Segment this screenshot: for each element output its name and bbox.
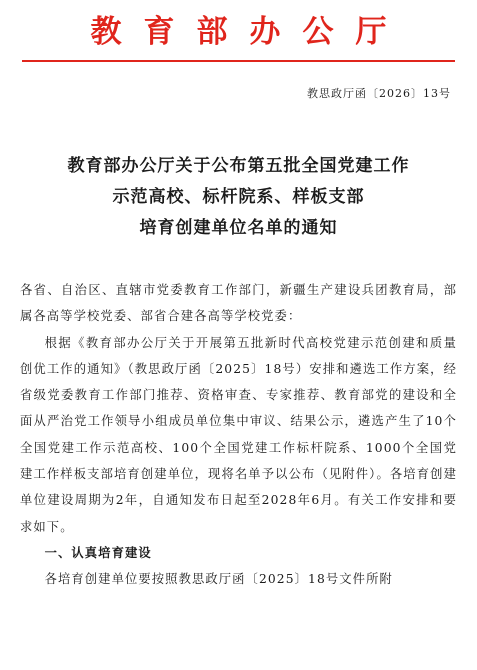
document-body bbox=[20, 277, 457, 593]
title-line-2: 示范高校、标杆院系、样板支部 bbox=[112, 187, 365, 207]
body-paragraph-1: 根据《教育部办公厅关于开展第五批新时代高校党建示范创建和质量创优工作的通知》（教思政厅函〔2025〕18号）安排和遴选工作方案，经省级党委教育工作部门推荐、资格审查、专家推荐、教育部党的建设和全面从严治党工作领导小组成员单位集中审议、结果公示，遴选产生了10个全国党建工作示范高校、100个全国党建工作标杆院系、1000个全国党建工作样板支部培育创建单位，现将名单予以公布（见附件）。各培育创建单位建设周期为2年，自通知发布日起至2028年6月。有关工作安排和要求如下。 bbox=[20, 335, 457, 534]
issuing-office-header: 教育部办公厅 bbox=[90, 14, 409, 50]
addressee-paragraph: 各省、自治区、直辖市党委教育工作部门，新疆生产建设兵团教育局，部属各高等学校党委、部省合建各高等学校党委： bbox=[20, 283, 457, 324]
red-header-rule bbox=[22, 60, 455, 62]
title-line-3: 培育创建单位名单的通知 bbox=[139, 218, 338, 238]
document-number: 教思政厅函〔2026〕13号 bbox=[307, 87, 451, 100]
body-paragraph-2: 各培育创建单位要按照教思政厅函〔2025〕18号文件所附 bbox=[44, 572, 393, 587]
title-line-1: 教育部办公厅关于公布第五批全国党建工作 bbox=[67, 156, 410, 176]
document-title bbox=[0, 151, 477, 244]
section-heading-1: 一、认真培育建设 bbox=[44, 545, 152, 560]
